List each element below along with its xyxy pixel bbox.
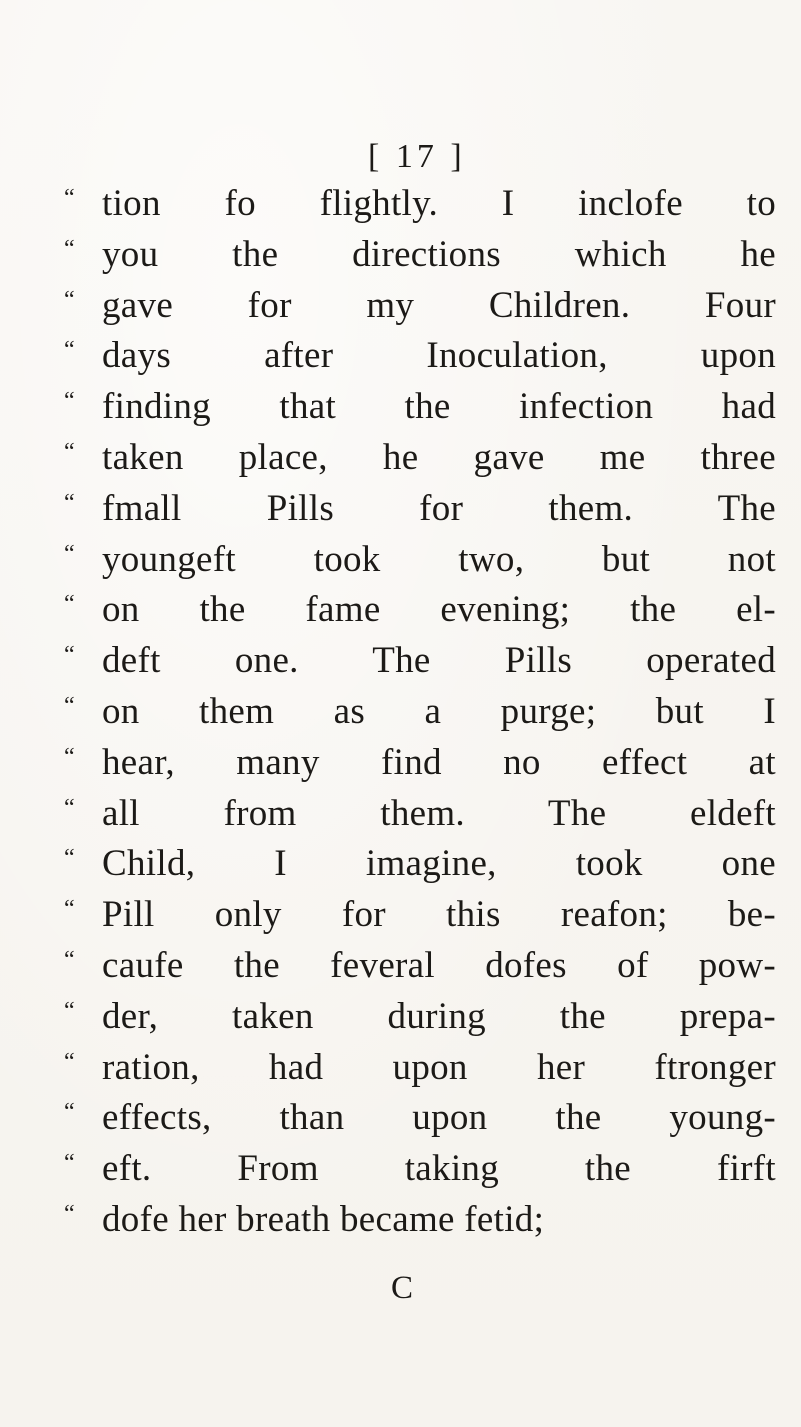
text-line [64,385,776,436]
text-line [64,233,776,284]
quote-mark: “ [64,591,75,618]
text-line [64,284,776,335]
line-text: on them as a purge; but I [102,690,776,732]
text-line [64,995,776,1046]
quote-mark: “ [64,1150,75,1177]
text-line [64,487,776,538]
line-text: ration, had upon her ftronger [102,1046,776,1088]
text-line [64,1147,776,1198]
text-line [64,792,776,843]
line-text: dofe her breath became fetid; [102,1198,545,1240]
quote-mark: “ [64,743,75,770]
line-text: effects, than upon the young- [102,1097,776,1139]
line-text: Child, I imagine, took one [102,843,776,885]
line-text: Pill only for this reafon; be- [102,894,776,936]
quote-mark: “ [64,388,75,415]
quote-mark: “ [64,540,75,567]
text-line [64,690,776,741]
body-text [64,182,776,1249]
text-line [64,538,776,589]
text-line [64,944,776,995]
quote-mark: “ [64,794,75,821]
text-line [64,1198,776,1249]
quote-mark: “ [64,692,75,719]
quote-mark: “ [64,235,75,262]
quote-mark: “ [64,997,75,1024]
line-text: fmall Pills for them. The [102,487,776,529]
line-text: you the directions which he [102,233,776,275]
line-text: on the fame evening; the el- [102,589,776,631]
quote-mark: “ [64,337,75,364]
text-line [64,1046,776,1097]
page-number: [ 17 ] [368,138,466,175]
line-text: hear, many find no effect at [102,741,776,783]
quote-mark: “ [64,438,75,465]
quote-mark: “ [64,489,75,516]
line-text: finding that the infection had [102,386,776,428]
quote-mark: “ [64,896,75,923]
quote-mark: “ [64,1200,75,1227]
quote-mark: “ [64,845,75,872]
line-text: der, taken during the prepa- [102,995,776,1037]
text-line [64,639,776,690]
line-text: gave for my Children. Four [102,284,776,326]
line-text: youngeft took two, but not [102,538,776,580]
quote-mark: “ [64,286,75,313]
line-text: tion fo flightly. I inclofe to [102,183,776,224]
quote-mark: “ [64,946,75,973]
text-line [64,741,776,792]
line-text: eft. From taking the firft [102,1148,776,1190]
text-line [64,1096,776,1147]
quote-mark: “ [64,1048,75,1075]
catchword: C [391,1270,414,1306]
line-text: all from them. The eldeft [102,792,776,834]
text-line [64,436,776,487]
line-text: days after Inoculation, upon [102,335,776,377]
quote-mark: “ [64,642,75,669]
line-text: caufe the feveral dofes of pow- [102,944,776,986]
line-text: taken place, he gave me three [102,436,776,478]
text-line [64,334,776,385]
line-text: deft one. The Pills operated [102,640,776,682]
text-line [64,588,776,639]
quote-mark: “ [64,1099,75,1126]
text-line [64,182,776,233]
text-line [64,893,776,944]
text-line [64,842,776,893]
quote-mark: “ [64,185,75,211]
